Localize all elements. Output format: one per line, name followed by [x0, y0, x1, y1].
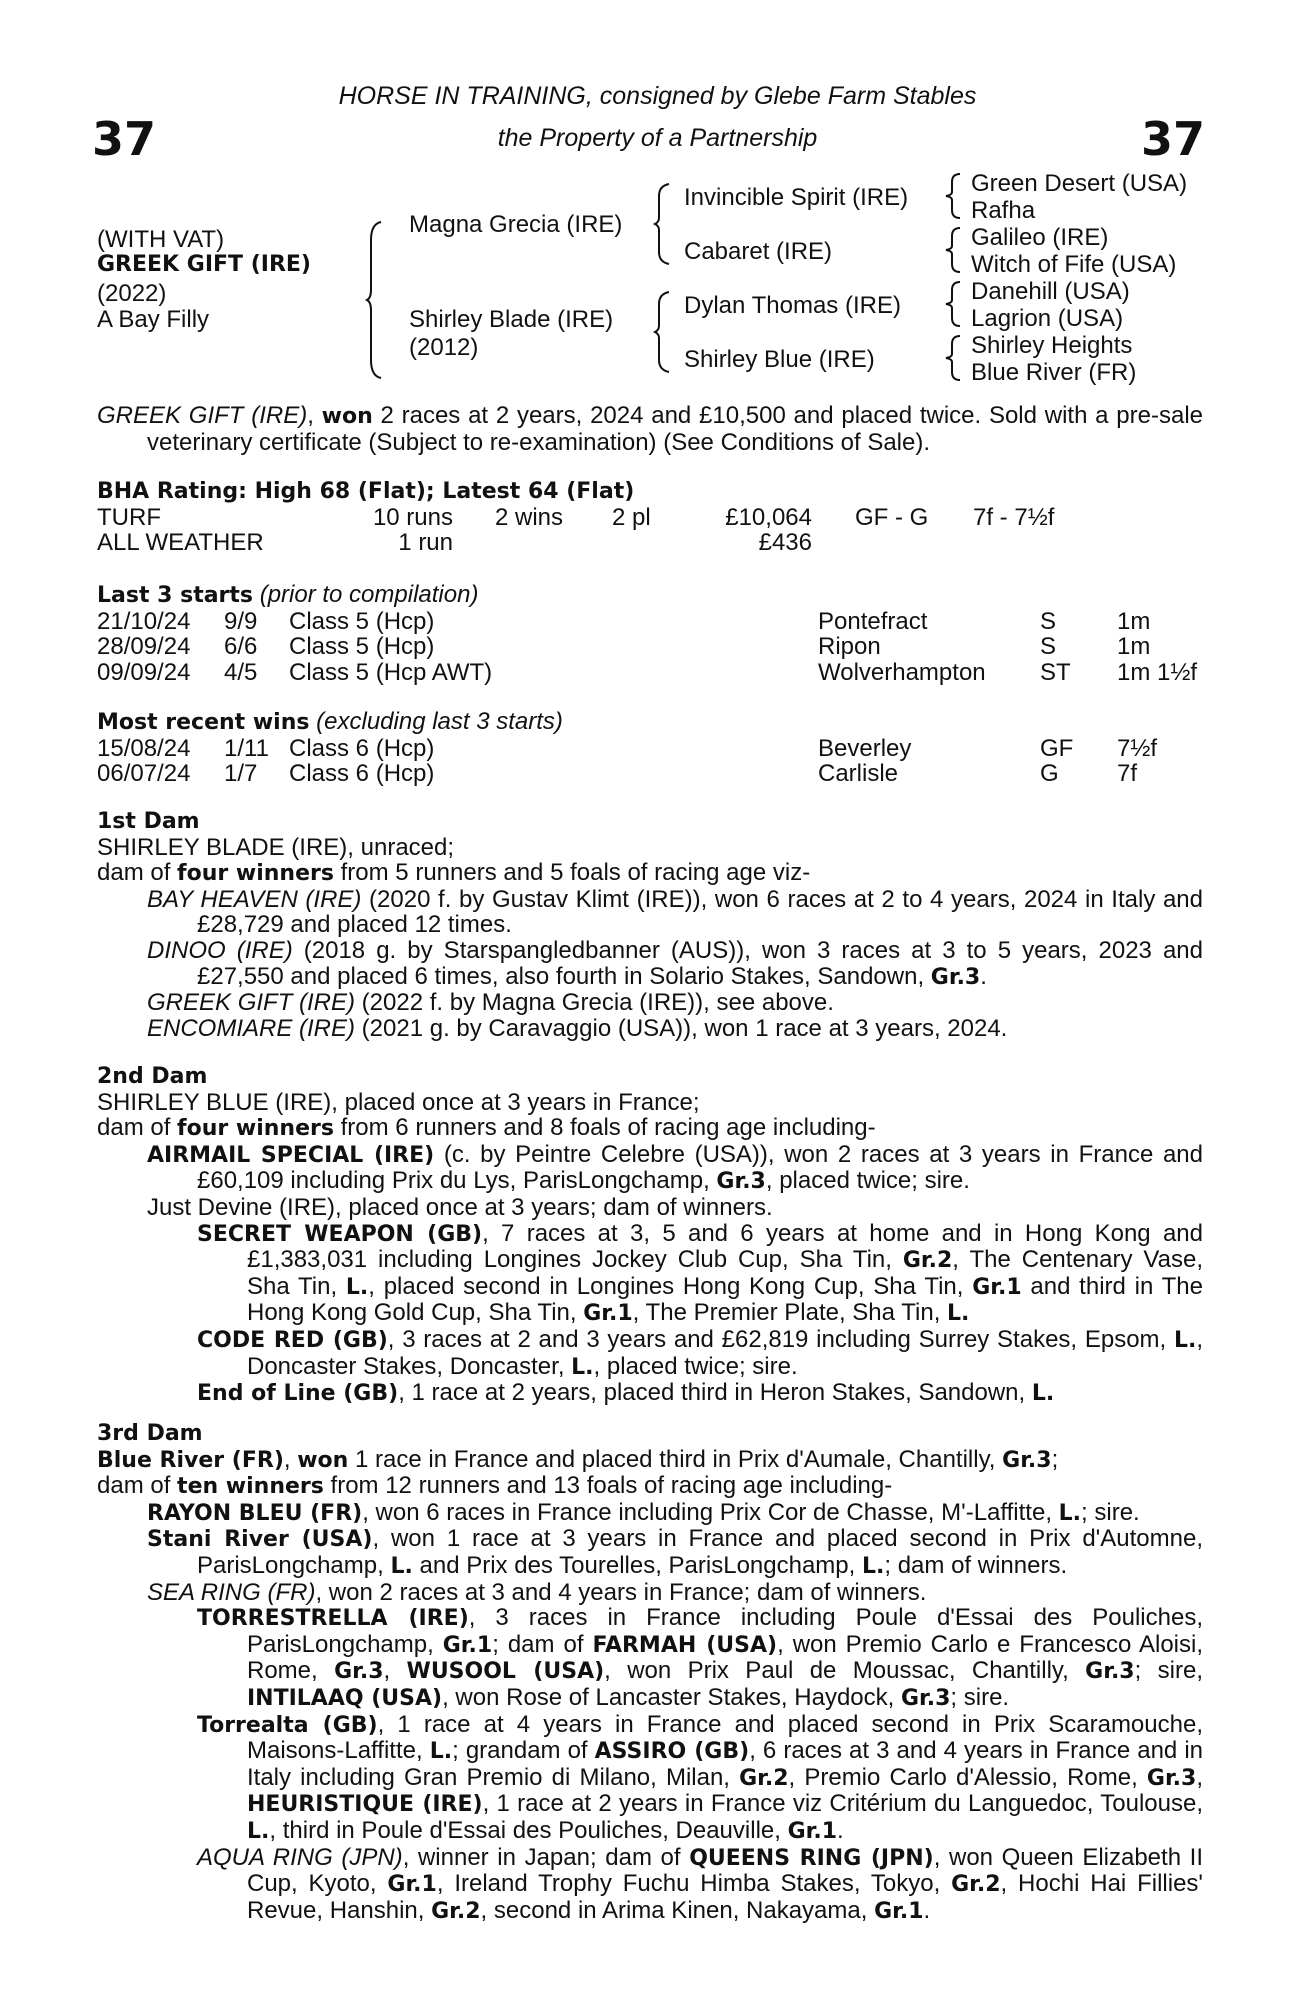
third-dam-section — [97, 1421, 1203, 1924]
summary-text: 2 races at 2 years, 2024 and £10,500 and placed twice. Sold with a pre-sale veterinary certificate (Subject to re-examination) (See Conditions of Sale). — [147, 402, 1203, 456]
last3-row — [97, 634, 1207, 660]
produce-entry: CODE RED (GB), 3 races at 2 and 3 years and £62,819 including Surrey Stakes, Epsom, L., Doncaster Stakes, Doncaster, L., placed twice; sire. — [197, 1325, 1203, 1380]
second-dam-section — [97, 1064, 1203, 1407]
first-dam-heading: 1st Dam — [97, 809, 200, 834]
second-dam-produce: dam of four winners from 6 runners and 8 foals of racing age including- — [97, 1114, 876, 1142]
rating-prize: £10,064 — [725, 503, 812, 531]
start-course: Wolverhampton — [818, 658, 986, 686]
pedigree-brace-4 — [946, 172, 966, 220]
dam-year: (2012) — [409, 334, 479, 361]
rating-distance: 7f - 7½f — [973, 503, 1055, 531]
start-position: 9/9 — [224, 607, 258, 635]
ggp-8: Blue River (FR) — [971, 359, 1137, 386]
first-dam-line: SHIRLEY BLADE (IRE), unraced; — [97, 833, 455, 861]
lot-number-right: 37 — [1140, 112, 1205, 166]
ggp-2: Rafha — [971, 197, 1036, 224]
produce-entry: SECRET WEAPON (GB), 7 races at 3, 5 and 6 years at home and in Hong Kong and £1,383,031 including Longines Jockey Club Cup, Sha Tin, Gr.2, The Centenary Vase, Sha Tin, L., placed second in Longines Hong Kong Cup, Sha Tin, Gr.1 and third in The Hong Kong Gold Cup, Sha Tin, Gr.1, The Premier Plate, Sha Tin, L. — [197, 1219, 1203, 1327]
summary-horse-name: GREEK GIFT (IRE) — [97, 402, 308, 429]
produce-entry: AIRMAIL SPECIAL (IRE) (c. by Peintre Celebre (USA)), won 2 races at 3 years in France and £60,109 including Prix du Lys, ParisLongchamp, Gr.3, placed twice; sire. — [147, 1140, 1203, 1195]
recent-win-row — [97, 761, 1207, 787]
produce-entry: Just Devine (IRE), placed once at 3 years; dam of winners. — [147, 1193, 773, 1221]
produce-entry: TORRESTRELLA (IRE), 3 races in France including Poule d'Essai des Pouliches, ParisLongchamp, Gr.1; dam of FARMAH (USA), won Premio Carlo e Francesco Aloisi, Rome, Gr.3, WUSOOL (USA), won Prix Paul de Moussac, Chantilly, Gr.3; sire, INTILAAQ (USA), won Rose of Lancaster Stakes, Haydock, Gr.3; sire. — [197, 1604, 1203, 1711]
produce-entry: BAY HEAVEN (IRE) (2020 f. by Gustav Klimt (IRE)), won 6 races at 2 to 4 years, 2024 in Italy and £28,729 and placed 12 times. — [147, 885, 1203, 939]
recent-wins-note: (excluding last 3 starts) — [309, 708, 563, 735]
win-distance: 7½f — [1117, 734, 1158, 762]
start-date: 28/09/24 — [97, 633, 191, 661]
rating-placed: 2 pl — [612, 503, 651, 531]
rating-runs: 10 runs — [372, 503, 453, 531]
last3-note: (prior to compilation) — [253, 581, 479, 608]
rating-runs: 1 run — [398, 529, 453, 557]
start-position: 4/5 — [224, 658, 258, 686]
pedigree-brace-3 — [655, 290, 675, 374]
produce-entry: Torrealta (GB), 1 race at 4 years in France and placed second in Prix Scaramouche, Maisons-Laffitte, L.; grandam of ASSIRO (GB), 6 races at 3 and 4 years in France and in Italy including Gran Premio di Milano, Milan, Gr.2, Premio Carlo d'Alessio, Rome, Gr.3, HEURISTIQUE (IRE), 1 race at 2 years in France viz Critérium du Languedoc, Toulouse, L., third in Poule d'Essai des Pouliches, Deauville, Gr.1. — [197, 1710, 1204, 1844]
ggp-5: Danehill (USA) — [971, 278, 1130, 305]
win-going: G — [1040, 760, 1059, 788]
second-dam-line: SHIRLEY BLUE (IRE), placed once at 3 years in France; — [97, 1088, 700, 1116]
produce-entry: DINOO (IRE) (2018 g. by Starspangledbanner (AUS)), won 3 races at 3 to 5 years, 2023 and £27,550 and placed 6 times, also fourth in Solario Stakes, Sandown, Gr.3. — [147, 936, 1204, 990]
rating-going: GF - G — [855, 503, 929, 531]
ggp-7: Shirley Heights — [971, 332, 1133, 359]
dam: Shirley Blade (IRE) — [409, 306, 614, 333]
start-distance: 1m 1½f — [1117, 658, 1198, 686]
ggp-4: Witch of Fife (USA) — [971, 251, 1177, 278]
dam-dam: Shirley Blue (IRE) — [684, 346, 875, 373]
start-date: 21/10/24 — [97, 607, 191, 635]
recent-wins-section — [97, 709, 1207, 787]
rating-row-aw — [97, 530, 1207, 556]
rating-wins: 2 wins — [495, 503, 564, 531]
sire-sire: Invincible Spirit (IRE) — [684, 184, 909, 211]
win-date: 15/08/24 — [97, 734, 191, 762]
rating-section — [97, 479, 1207, 556]
sire-dam: Cabaret (IRE) — [684, 238, 833, 265]
pedigree-brace-2 — [655, 182, 675, 266]
horse-vat: (WITH VAT) — [97, 226, 225, 253]
win-course: Beverley — [818, 734, 912, 762]
third-dam-produce: dam of ten winners from 12 runners and 13 foals of racing age including- — [97, 1472, 893, 1500]
produce-entry: RAYON BLEU (FR), won 6 races in France including Prix Cor de Chasse, M'-Laffitte, L.; sire. — [147, 1498, 1140, 1526]
win-class: Class 6 (Hcp) — [289, 760, 435, 788]
win-class: Class 6 (Hcp) — [289, 734, 435, 762]
start-going: S — [1040, 633, 1057, 661]
ggp-6: Lagrion (USA) — [971, 305, 1124, 332]
start-position: 6/6 — [224, 633, 258, 661]
produce-entry: SEA RING (FR), won 2 races at 3 and 4 years in France; dam of winners. — [147, 1578, 927, 1606]
start-date: 09/09/24 — [97, 658, 191, 686]
second-dam-heading: 2nd Dam — [97, 1064, 208, 1089]
produce-entry: End of Line (GB), 1 race at 2 years, placed third in Heron Stakes, Sandown, L. — [197, 1379, 1055, 1407]
start-course: Pontefract — [818, 607, 928, 635]
first-dam-produce: dam of four winners from 5 runners and 5 foals of racing age viz- — [97, 859, 811, 887]
start-class: Class 5 (Hcp AWT) — [289, 658, 493, 686]
win-distance: 7f — [1117, 760, 1138, 788]
ggp-3: Galileo (IRE) — [971, 224, 1109, 251]
pedigree-brace-1 — [367, 220, 387, 380]
summary-paragraph: GREEK GIFT (IRE), won 2 races at 2 years, 2024 and £10,500 and placed twice. Sold with a pre-sale veterinary certificate (Subject to re-examination) (See Conditions of Sale). — [97, 402, 1203, 456]
header-consignor: HORSE IN TRAINING, consigned by Glebe Farm Stables — [338, 82, 977, 110]
win-date: 06/07/24 — [97, 760, 191, 788]
last3-section — [97, 582, 1207, 685]
produce-entry: Stani River (USA), won 1 race at 3 years in France and placed second in Prix d'Automne, ParisLongchamp, L. and Prix des Tourelles, ParisLongchamp, L.; dam of winners. — [147, 1525, 1203, 1579]
start-going: ST — [1040, 658, 1071, 686]
dam-sire: Dylan Thomas (IRE) — [684, 292, 901, 319]
rating-surface: ALL WEATHER — [97, 529, 264, 557]
rating-prize: £436 — [758, 529, 812, 557]
third-dam-heading: 3rd Dam — [97, 1421, 203, 1446]
produce-entry: GREEK GIFT (IRE) (2022 f. by Magna Grecia (IRE)), see above. — [147, 989, 834, 1017]
produce-entry: AQUA RING (JPN), winner in Japan; dam of QUEENS RING (JPN), won Queen Elizabeth II Cup, Kyoto, Gr.1, Ireland Trophy Fuchu Himba Stakes, Tokyo, Gr.2, Hochi Hai Fillies' Revue, Hanshin, Gr.2, second in Arima Kinen, Nakayama, Gr.1. — [197, 1843, 1203, 1924]
ggp-1: Green Desert (USA) — [971, 170, 1188, 197]
start-class: Class 5 (Hcp) — [289, 607, 435, 635]
sire: Magna Grecia (IRE) — [409, 211, 623, 238]
start-class: Class 5 (Hcp) — [289, 633, 435, 661]
horse-description: A Bay Filly — [97, 306, 210, 333]
win-position: 1/11 — [224, 734, 269, 762]
horse-year: (2022) — [97, 280, 167, 307]
win-position: 1/7 — [224, 760, 258, 788]
pedigree-brace-6 — [946, 280, 966, 328]
win-course: Carlisle — [818, 760, 899, 788]
recent-wins-title: Most recent wins — [97, 710, 310, 735]
pedigree-brace-7 — [946, 334, 966, 382]
recent-win-row — [97, 736, 1207, 762]
last3-row — [97, 660, 1207, 686]
start-distance: 1m — [1117, 607, 1151, 635]
lot-number-left: 37 — [92, 112, 157, 166]
win-going: GF — [1040, 734, 1074, 762]
produce-entry: ENCOMIARE (IRE) (2021 g. by Caravaggio (USA)), won 1 race at 3 years, 2024. — [147, 1014, 1008, 1042]
start-going: S — [1040, 607, 1057, 635]
pedigree-brace-5 — [946, 226, 966, 274]
rating-title: BHA Rating: High 68 (Flat); Latest 64 (Flat) — [97, 479, 635, 504]
rating-row-turf — [97, 505, 1207, 531]
start-distance: 1m — [1117, 633, 1151, 661]
summary-won: won — [321, 404, 373, 429]
horse-name: GREEK GIFT (IRE) — [97, 252, 311, 277]
third-dam-line: Blue River (FR), won 1 race in France and placed third in Prix d'Aumale, Chantilly, Gr.3; — [97, 1445, 1059, 1473]
rating-surface: TURF — [97, 503, 161, 531]
first-dam-section — [97, 809, 1203, 1041]
last3-title: Last 3 starts — [97, 583, 254, 608]
last3-row — [97, 609, 1207, 635]
header-property: the Property of a Partnership — [497, 124, 818, 152]
start-course: Ripon — [818, 633, 881, 661]
